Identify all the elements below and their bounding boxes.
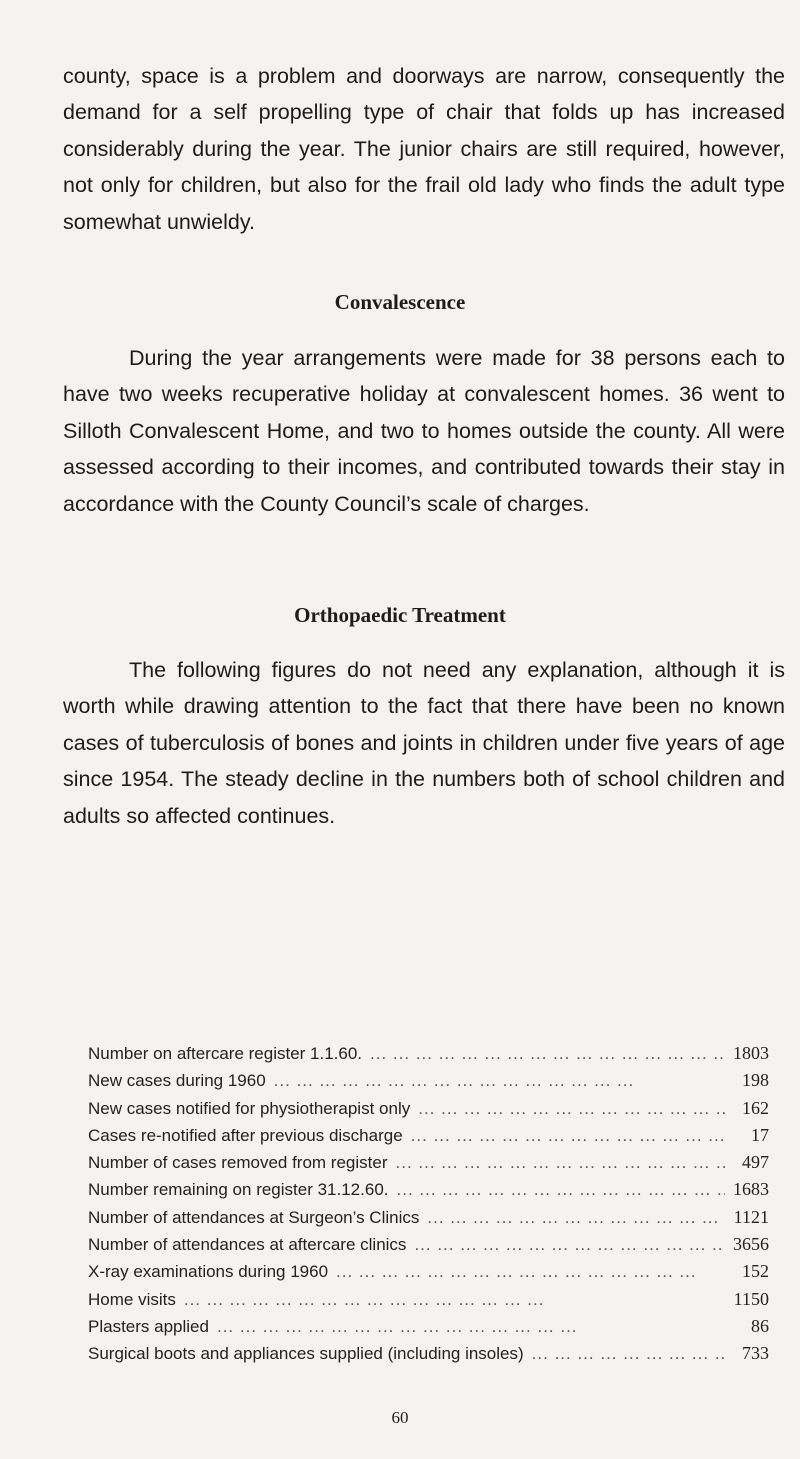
table-row bbox=[88, 1289, 769, 1316]
row-value: 17 bbox=[751, 1124, 769, 1145]
row-value: 86 bbox=[751, 1315, 769, 1336]
row-label: Number on aftercare register 1.1.60. bbox=[88, 1044, 363, 1063]
convalescence-paragraph: During the year arrangements were made for 38 persons each to have two weeks recuperative holiday at convalescent homes. 36 went to Silloth Convalescent Home, and two to homes outside the county. All were assessed according to their incomes, and contributed towards their stay in accordance with the County Council’s scale of charges. bbox=[63, 346, 785, 516]
row-label: New cases notified for physiotherapist only bbox=[88, 1098, 411, 1118]
row-label: Number remaining on register 31.12.60. bbox=[88, 1180, 389, 1200]
row-value: 1121 bbox=[733, 1206, 769, 1227]
dot-leader bbox=[176, 1290, 725, 1310]
dot-leader bbox=[389, 1180, 726, 1200]
row-label: Cases re-notified after previous discharge bbox=[88, 1125, 403, 1145]
dot-leader bbox=[266, 1071, 725, 1091]
row-label: Surgical boots and appliances supplied (including insoles) bbox=[88, 1344, 524, 1364]
dot-leader bbox=[388, 1153, 726, 1173]
orthopaedic-heading: Orthopaedic Treatment bbox=[294, 603, 506, 627]
row-value: 1683 bbox=[733, 1179, 769, 1200]
row-value: 1803 bbox=[733, 1043, 769, 1063]
row-value: 152 bbox=[742, 1261, 769, 1282]
table-row bbox=[88, 1043, 769, 1070]
convalescence-heading: Convalescence bbox=[334, 290, 466, 314]
orthopaedic-paragraph: The following figures do not need any explanation, although it is worth while drawing attention to the fact that there have been no known cases of tuberculosis of bones and joints in children under five years of age since 1954. The steady decline in the numbers both of school children and adults so affected continues. bbox=[63, 658, 785, 828]
table-row bbox=[88, 1125, 769, 1152]
intro-paragraph: county, space is a problem and doorways are narrow, consequently the demand for a self propelling type of chair that folds up has increased considerably during the year. The junior chairs are still required, however, not only for children, but also for the frail old lady who finds the adult type somewhat unwieldy. bbox=[63, 64, 785, 234]
row-value: 497 bbox=[742, 1152, 769, 1173]
dot-leader bbox=[328, 1262, 725, 1282]
dot-leader bbox=[410, 1099, 725, 1119]
table-row bbox=[88, 1098, 769, 1125]
dot-leader bbox=[524, 1344, 725, 1364]
row-value: 198 bbox=[742, 1070, 769, 1091]
table-row bbox=[88, 1261, 769, 1288]
row-label: Number of attendances at aftercare clinics bbox=[88, 1235, 407, 1255]
row-label: Plasters applied bbox=[88, 1316, 209, 1336]
row-label: Home visits bbox=[88, 1289, 176, 1309]
orthopaedic-figures-table bbox=[88, 1043, 769, 1371]
row-label: New cases during 1960 bbox=[88, 1071, 266, 1091]
table-row bbox=[88, 1343, 769, 1370]
dot-leader bbox=[406, 1235, 725, 1255]
row-label: Number of attendances at Surgeon’s Clinics bbox=[88, 1207, 420, 1227]
row-value: 162 bbox=[742, 1097, 769, 1118]
table-row bbox=[88, 1316, 769, 1343]
row-label: Number of cases removed from register bbox=[88, 1153, 388, 1173]
table-row bbox=[88, 1152, 769, 1179]
dot-leader bbox=[403, 1126, 725, 1146]
table-row bbox=[88, 1207, 769, 1234]
dot-leader bbox=[419, 1208, 725, 1228]
page-number: 60 bbox=[391, 1408, 409, 1427]
row-value: 733 bbox=[742, 1343, 769, 1364]
table-row bbox=[88, 1179, 769, 1206]
dot-leader bbox=[209, 1317, 725, 1337]
row-value: 1150 bbox=[733, 1288, 769, 1309]
dot-leader bbox=[362, 1044, 725, 1064]
table-row bbox=[88, 1234, 769, 1261]
row-label: X-ray examinations during 1960 bbox=[88, 1262, 329, 1282]
table-row bbox=[88, 1070, 769, 1097]
row-value: 3656 bbox=[733, 1234, 769, 1255]
